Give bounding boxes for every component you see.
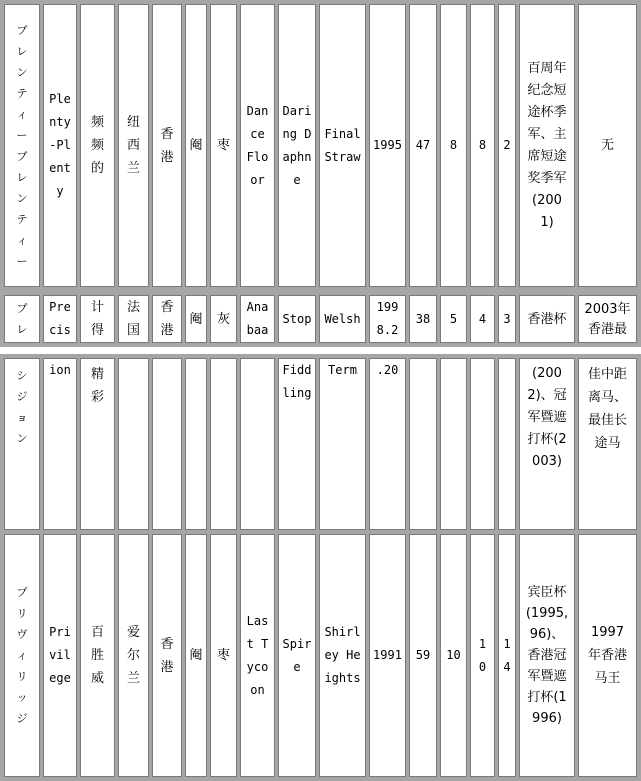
table-cell-japanese-name: プレンティーブレンティー (4, 4, 40, 287)
table-cell-honors: 宾臣杯(1995,96)、香港冠军暨遮打杯(1996) (519, 534, 575, 777)
table-cell-damsire: Shirley Heights (319, 534, 366, 777)
table-cell-sex: 阉 (185, 4, 207, 287)
table-cell-third: 2 (498, 4, 516, 287)
table-cell-chinese-name: 频频的 (80, 4, 115, 287)
table-cell-japanese-name: シジョン (4, 358, 40, 530)
table-cell-damsire: Welsh (319, 295, 366, 343)
table-cell-first (440, 358, 467, 530)
table-cell-dam: Fiddling (278, 358, 316, 530)
table-cell-damsire: Term (319, 358, 366, 530)
table-cell-second: 8 (470, 4, 495, 287)
table-cell-year: 1998.2 (369, 295, 406, 343)
table-cell-sire: Last Tycoon (240, 534, 275, 777)
table-cell-sex: 阉 (185, 534, 207, 777)
table-cell-damsire: Final Straw (319, 4, 366, 287)
table-cell-chinese-name: 精彩 (80, 358, 115, 530)
table-cell-country: 法国 (118, 295, 149, 343)
table-cell-japanese-name: プリヴィリッジ (4, 534, 40, 777)
table-cell-second: 10 (470, 534, 495, 777)
table-cell-first: 5 (440, 295, 467, 343)
table-cell-starts (409, 358, 437, 530)
table-cell-english-name: Precis (43, 295, 77, 343)
table-cell-country: 爱尔兰 (118, 534, 149, 777)
table-cell-english-name: Privilege (43, 534, 77, 777)
table-cell-region: 香港 (152, 295, 182, 343)
table-cell-honors: (2002)、冠军暨遮打杯(2003) (519, 358, 575, 530)
table-cell-honors: 香港杯 (519, 295, 575, 343)
table-cell-dam: Stop (278, 295, 316, 343)
table-cell-remarks: 2003年香港最 (578, 295, 637, 343)
table-cell-year: 1991 (369, 534, 406, 777)
table-cell-english-name: ion (43, 358, 77, 530)
table-cell-year: .20 (369, 358, 406, 530)
table-cell-sire: Dance Floor (240, 4, 275, 287)
table-cell-second: 4 (470, 295, 495, 343)
table-cell-chinese-name: 计得 (80, 295, 115, 343)
table-cell-sex: 阉 (185, 295, 207, 343)
table-cell-japanese-name: プレ (4, 295, 40, 343)
table-cell-remarks: 1997年香港马王 (578, 534, 637, 777)
table-cell-starts: 38 (409, 295, 437, 343)
table-cell-honors: 百周年纪念短途杯季军、主席短途奖季军(2001) (519, 4, 575, 287)
table-cell-remarks: 佳中距离马、最佳长途马 (578, 358, 637, 530)
table-cell-english-name: Plenty-Plenty (43, 4, 77, 287)
table-cell-second (470, 358, 495, 530)
table-cell-third: 3 (498, 295, 516, 343)
table-cell-first: 8 (440, 4, 467, 287)
table-cell-starts: 59 (409, 534, 437, 777)
table-cell-sex (185, 358, 207, 530)
table-cell-first: 10 (440, 534, 467, 777)
table-cell-sire: Anabaa (240, 295, 275, 343)
table-cell-color: 灰 (210, 295, 237, 343)
table-cell-color: 枣 (210, 4, 237, 287)
table-cell-year: 1995 (369, 4, 406, 287)
table-cell-third: 14 (498, 534, 516, 777)
table-cell-third (498, 358, 516, 530)
table-cell-region: 香港 (152, 4, 182, 287)
page-break (0, 347, 641, 354)
table-cell-region (152, 358, 182, 530)
table-cell-color (210, 358, 237, 530)
table-cell-chinese-name: 百胜威 (80, 534, 115, 777)
table-cell-remarks: 无 (578, 4, 637, 287)
table-cell-region: 香港 (152, 534, 182, 777)
table-cell-sire (240, 358, 275, 530)
table-cell-dam: Daring Daphne (278, 4, 316, 287)
table-cell-dam: Spire (278, 534, 316, 777)
table-cell-color: 枣 (210, 534, 237, 777)
table-cell-country (118, 358, 149, 530)
table-cell-starts: 47 (409, 4, 437, 287)
table-cell-country: 纽西兰 (118, 4, 149, 287)
